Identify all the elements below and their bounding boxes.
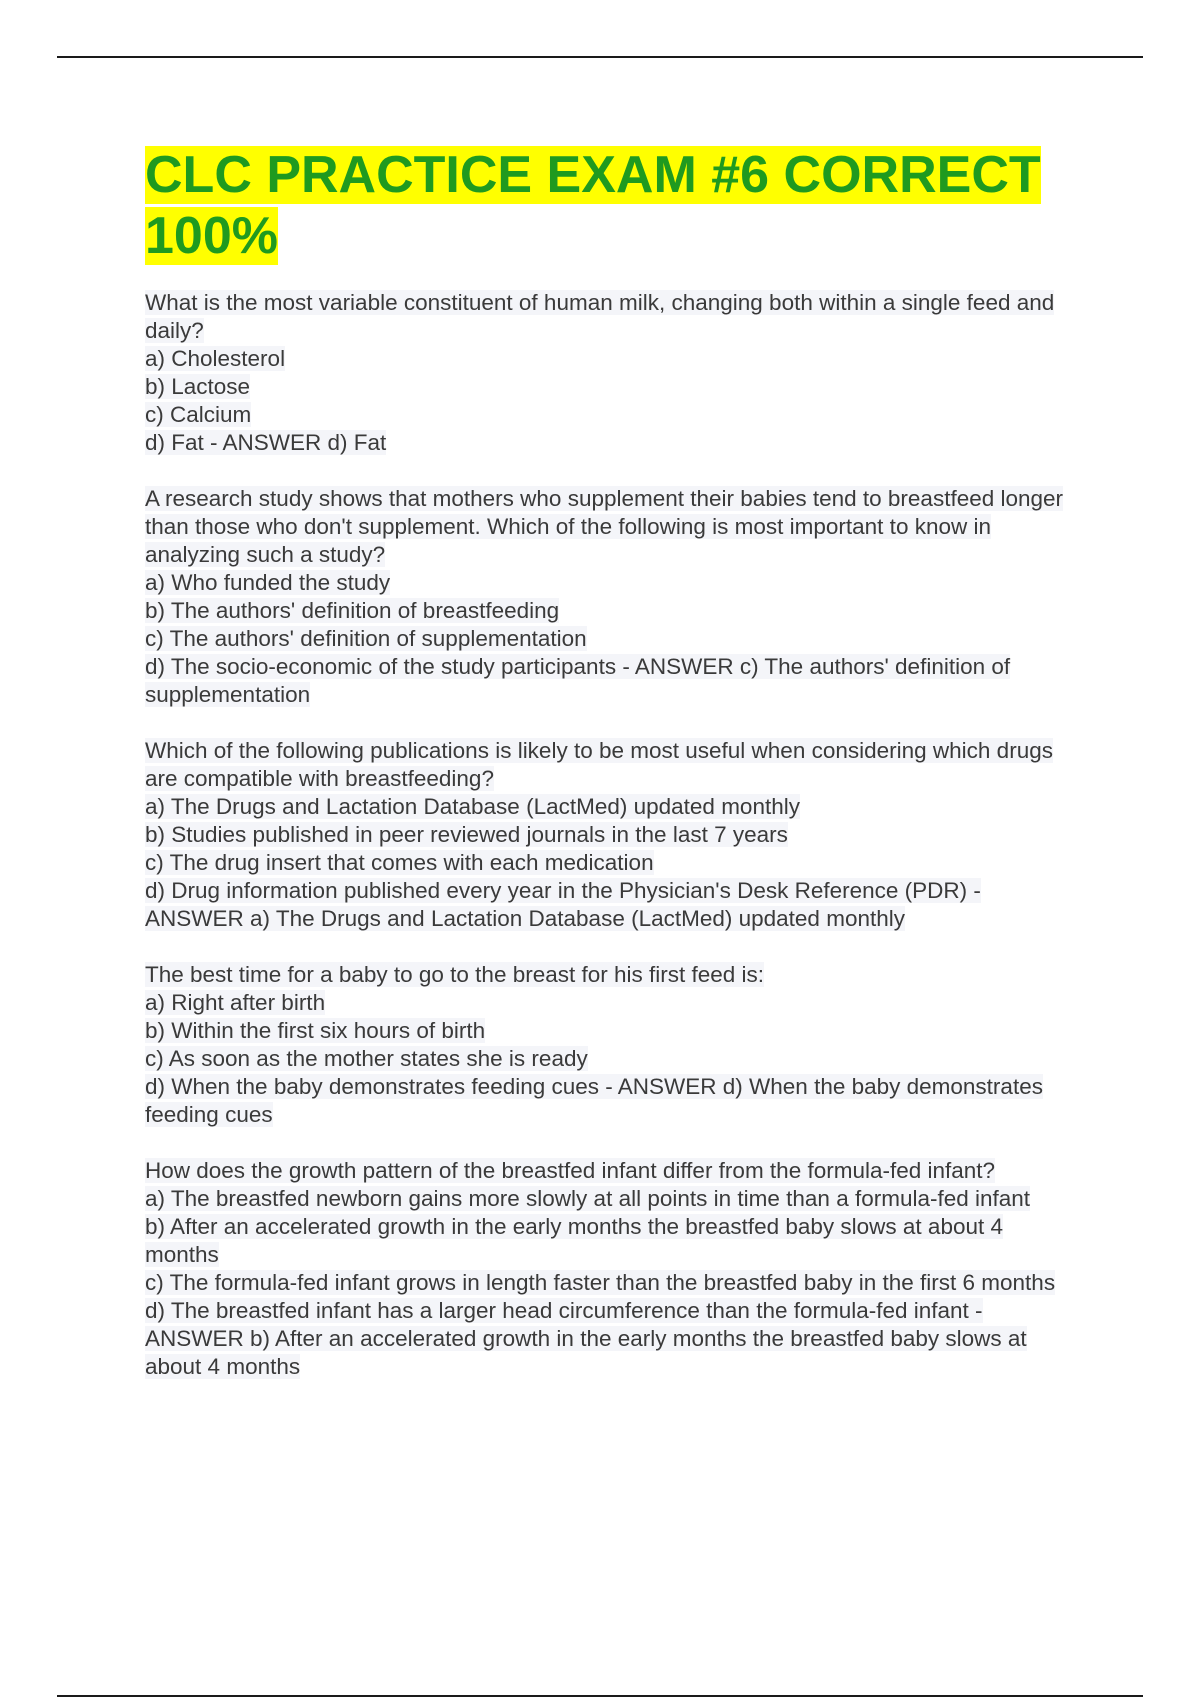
question-block-2 bbox=[145, 485, 1080, 709]
question-text: A research study shows that mothers who supplement their babies tend to breastfeed longer than those who don't supplement. Which of the following is most important to know in analyzing such a study? bbox=[145, 486, 1064, 567]
question-text: What is the most variable constituent of human milk, changing both within a single feed and daily? bbox=[145, 290, 1055, 343]
option-b: b) The authors' definition of breastfeeding bbox=[145, 598, 560, 623]
option-c: c) Calcium bbox=[145, 402, 252, 427]
option-b: b) Within the first six hours of birth bbox=[145, 1018, 486, 1043]
option-c: c) The drug insert that comes with each medication bbox=[145, 850, 654, 875]
option-d-answer: d) The socio-economic of the study participants - ANSWER c) The authors' definition of supplementation bbox=[145, 654, 1011, 707]
option-a: a) Cholesterol bbox=[145, 346, 286, 371]
title-highlight: CLC PRACTICE EXAM #6 CORRECT 100% bbox=[145, 146, 1041, 265]
option-d-answer: d) Drug information published every year in the Physician's Desk Reference (PDR) - ANSWER a) The Drugs and Lactation Database (LactMed) updated monthly bbox=[145, 878, 981, 931]
document-body bbox=[145, 145, 1080, 1381]
option-d-answer: d) The breastfed infant has a larger head circumference than the formula-fed infant - ANSWER b) After an accelerated growth in the early months the breastfed baby slows at about 4 months bbox=[145, 1298, 1027, 1379]
option-a: a) The Drugs and Lactation Database (LactMed) updated monthly bbox=[145, 794, 800, 819]
document-title bbox=[145, 145, 1080, 267]
question-block-5 bbox=[145, 1157, 1080, 1381]
question-block-1 bbox=[145, 289, 1080, 457]
question-block-4 bbox=[145, 961, 1080, 1129]
option-c: c) The formula-fed infant grows in length faster than the breastfed baby in the first 6 months bbox=[145, 1270, 1056, 1295]
question-text: How does the growth pattern of the breastfed infant differ from the formula-fed infant? bbox=[145, 1158, 996, 1183]
option-b: b) After an accelerated growth in the early months the breastfed baby slows at about 4 months bbox=[145, 1214, 1003, 1267]
option-b: b) Studies published in peer reviewed journals in the last 7 years bbox=[145, 822, 788, 847]
header-rule bbox=[57, 56, 1143, 58]
footer-rule bbox=[57, 1695, 1143, 1697]
question-text: The best time for a baby to go to the breast for his first feed is: bbox=[145, 962, 765, 987]
question-block-3 bbox=[145, 737, 1080, 933]
option-a: a) Right after birth bbox=[145, 990, 326, 1015]
option-d-answer: d) When the baby demonstrates feeding cues - ANSWER d) When the baby demonstrates feeding cues bbox=[145, 1074, 1043, 1127]
question-text: Which of the following publications is likely to be most useful when considering which drugs are compatible with breastfeeding? bbox=[145, 738, 1053, 791]
option-d-answer: d) Fat - ANSWER d) Fat bbox=[145, 430, 387, 455]
option-a: a) The breastfed newborn gains more slowly at all points in time than a formula-fed infant bbox=[145, 1186, 1031, 1211]
option-a: a) Who funded the study bbox=[145, 570, 391, 595]
option-c: c) As soon as the mother states she is ready bbox=[145, 1046, 588, 1071]
option-c: c) The authors' definition of supplementation bbox=[145, 626, 587, 651]
option-b: b) Lactose bbox=[145, 374, 251, 399]
